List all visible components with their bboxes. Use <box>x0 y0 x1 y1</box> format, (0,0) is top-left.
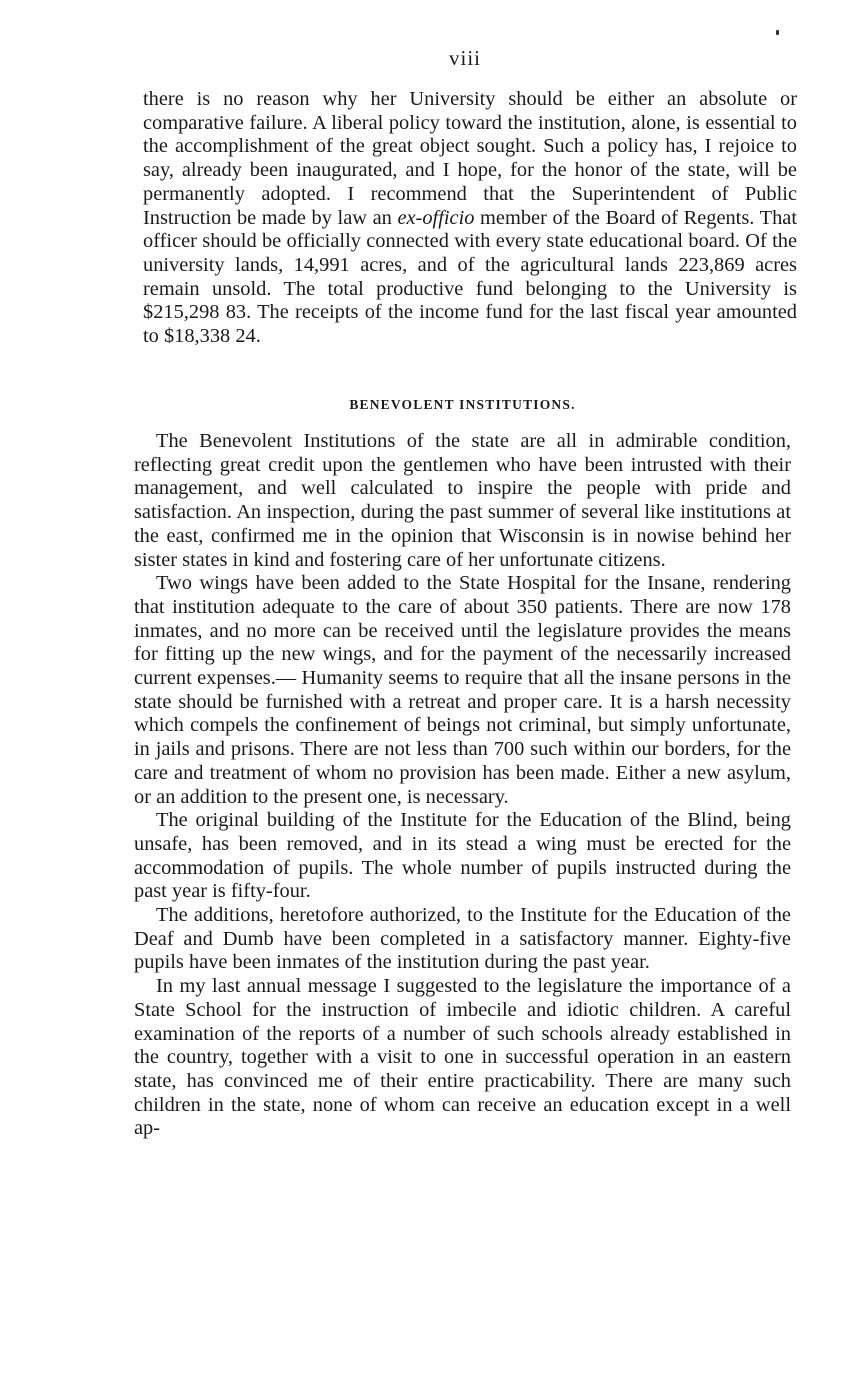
paragraph-institute-blind: The original building of the Institute for the Education of the Blind, being unsafe, has been removed, and in its stead a wing must be erected for the accommodation of pupils. The whole number of pupils instructed during the past year is fifty-four. <box>134 809 791 903</box>
paragraph-benevolent-institutions: The Benevolent Institutions of the state are all in admirable condition, reflecting great credit upon the gentlemen who have been intrusted with their management, and well calculated to inspire the people with pride and satisfaction. An inspection, during the past summer of several like institutions at the east, confirmed me in the opinion that Wisconsin is in nowise behind her sister states in kind and fostering care of her unfortunate citizens. <box>134 430 791 571</box>
paragraph-text: there is no reason why her University should be either an absolute or comparative failure. A liberal policy toward the institution, alone, is essential to the accomplishment of the great object sought. Such a policy has, I rejoice to say, already been inaugurated, and I hope, for the honor of the state, will be permanently adopted. I recommend that the Superintendent of Public Instruction be made by law an <box>143 88 797 229</box>
paragraph-university <box>143 88 797 349</box>
paragraph-text: member of the Board of Regents. That officer should be officially connected with every state educational board. Of the university lands, 14,991 acres, and of the agricultural lands 223,869 acres remain unsold. The total productive fund belonging to the University is $215,298 83. The receipts of the income fund for the last fiscal year amounted to $18,338 24. <box>143 206 797 348</box>
print-speck <box>776 30 779 35</box>
paragraph-state-school: In my last annual message I suggested to the legislature the importance of a State School for the instruction of imbecile and idiotic children. A careful examination of the reports of a number of such schools already established in the country, together with a visit to one in successful operation in an eastern state, has convinced me of their entire practicability. There are many such children in the state, none of whom can receive an education except in a well ap- <box>134 975 791 1140</box>
continued-paragraph <box>143 88 797 349</box>
section-body <box>134 430 791 1141</box>
paragraph-hospital-insane: Two wings have been added to the State Hospital for the Insane, rendering that institution adequate to the care of about 350 patients. There are now 178 inmates, and no more can be received until the legislature provides the means for fitting up the new wings, and for the payment of the necessarily increased current expenses.— Humanity seems to require that all the insane persons in the state should be furnished with a retreat and proper care. It is a harsh necessity which compels the confinement of beings not criminal, but simply unfortunate, in jails and prisons. There are not less than 700 such within our borders, for the care and treatment of whom no provision has been made. Either a new asylum, or an addition to the present one, is necessary. <box>134 572 791 808</box>
paragraph-italic-term: ex-officio <box>397 206 475 229</box>
paragraph-institute-deaf-dumb: The additions, heretofore authorized, to the Institute for the Education of the Deaf and Dumb have been completed in a satisfactory manner. Eighty-five pupils have been inmates of the institution during the past year. <box>134 904 791 974</box>
page-number: viii <box>448 46 481 70</box>
section-heading: BENEVOLENT INSTITUTIONS. <box>349 397 576 412</box>
